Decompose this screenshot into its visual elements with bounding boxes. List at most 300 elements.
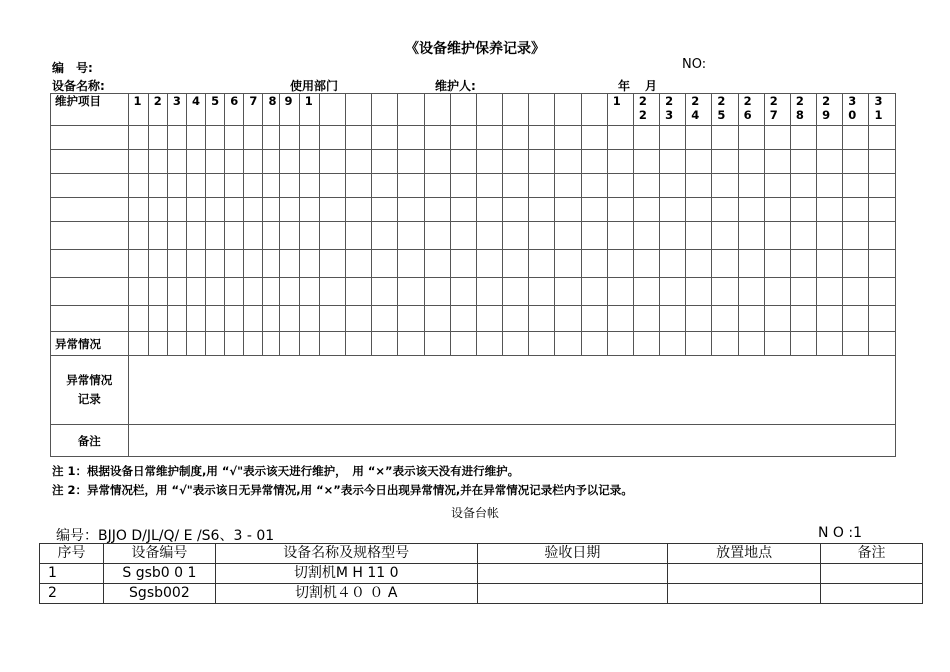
- maintenance-cell: [476, 150, 502, 174]
- maintenance-cell: [225, 278, 244, 306]
- maintenance-cell: [279, 278, 299, 306]
- day-header-cell: [503, 94, 529, 126]
- maintenance-cell: [424, 222, 450, 250]
- ledger-cell: [668, 584, 821, 604]
- maintenance-cell: [148, 250, 167, 278]
- maintenance-cell: [128, 198, 148, 222]
- ledger-cell: [821, 564, 923, 584]
- maintenance-cell: [319, 174, 345, 198]
- abnormal-cell: [660, 332, 686, 356]
- maintenance-cell: [398, 198, 424, 222]
- maintenance-cell: [738, 278, 764, 306]
- maintenance-cell: [167, 174, 186, 198]
- maintenance-cell: [372, 150, 398, 174]
- maintenance-cell: [529, 278, 555, 306]
- maintenance-cell: [346, 126, 372, 150]
- maintenance-cell: [869, 126, 896, 150]
- maintenance-cell: [148, 126, 167, 150]
- abnormal-cell: [299, 332, 319, 356]
- maintenance-cell: [712, 278, 738, 306]
- department-label: 使用部门: [290, 79, 339, 93]
- day-header-cell: 2 6: [738, 94, 764, 126]
- note-2: 注 2：异常情况栏，用 “√"表示该日无异常情况,用 “×”表示今日出现异常情况,并在异常情况记录栏内予以记录。: [52, 483, 633, 497]
- maintenance-cell: [186, 198, 205, 222]
- maintenance-cell: [555, 126, 581, 150]
- day-header-cell: [581, 94, 607, 126]
- maintenance-cell: [398, 306, 424, 332]
- maintenance-cell: [712, 222, 738, 250]
- maintenance-cell: [660, 174, 686, 198]
- maintenance-cell: [424, 174, 450, 198]
- maintenance-cell: [790, 174, 816, 198]
- maintenance-cell: [607, 150, 633, 174]
- abnormal-cell: [225, 332, 244, 356]
- ledger-cell: 1: [40, 564, 104, 584]
- maintenance-cell: [206, 198, 225, 222]
- maintenance-cell: [607, 126, 633, 150]
- abnormal-cell: [148, 332, 167, 356]
- maintenance-cell: [263, 278, 279, 306]
- maintenance-cell: [633, 198, 659, 222]
- maintenance-cell: [279, 198, 299, 222]
- maintenance-cell: [206, 174, 225, 198]
- maintenance-cell: [244, 250, 263, 278]
- maintenance-cell: [869, 306, 896, 332]
- maintenance-item-row: [51, 174, 896, 198]
- maintenance-cell: [764, 174, 790, 198]
- ledger-header-cell: 备注: [821, 544, 923, 564]
- maintenance-cell: [738, 306, 764, 332]
- ledger-no: N O :1: [818, 525, 863, 541]
- ledger-row: [40, 564, 923, 584]
- maintenance-cell: [148, 174, 167, 198]
- year-label: 年: [618, 79, 631, 93]
- ledger-cell: [668, 564, 821, 584]
- maintenance-cell: [738, 250, 764, 278]
- maintenance-cell: [503, 306, 529, 332]
- maintenance-item-row: [51, 150, 896, 174]
- maintenance-cell: [244, 222, 263, 250]
- maintenance-cell: [607, 306, 633, 332]
- maintenance-cell: [346, 278, 372, 306]
- maintenance-cell: [263, 250, 279, 278]
- maintenance-cell: [476, 306, 502, 332]
- abnormal-cell: [843, 332, 869, 356]
- abnormal-cell: [817, 332, 843, 356]
- maintenance-cell: [51, 250, 129, 278]
- maintenance-cell: [790, 198, 816, 222]
- maintenance-cell: [450, 126, 476, 150]
- day-header-cell: 1: [607, 94, 633, 126]
- maintenance-cell: [869, 250, 896, 278]
- maintenance-cell: [869, 150, 896, 174]
- maintenance-cell: [299, 126, 319, 150]
- maintenance-cell: [244, 126, 263, 150]
- month-label: 月: [645, 79, 658, 93]
- maintenance-cell: [299, 306, 319, 332]
- maintenance-cell: [319, 126, 345, 150]
- abnormal-cell: [869, 332, 896, 356]
- maintenance-cell: [686, 222, 712, 250]
- maintenance-cell: [581, 250, 607, 278]
- maintenance-cell: [660, 150, 686, 174]
- maintenance-cell: [712, 126, 738, 150]
- maintenance-cell: [372, 198, 398, 222]
- maintenance-cell: [398, 150, 424, 174]
- maintenance-cell: [450, 306, 476, 332]
- maintenance-cell: [51, 150, 129, 174]
- maintenance-cell: [225, 126, 244, 150]
- ledger-cell: [477, 564, 668, 584]
- maintenance-cell: [738, 198, 764, 222]
- remarks-label: 备注: [51, 425, 129, 457]
- maintenance-cell: [450, 198, 476, 222]
- form-title: 《设备维护保养记录》: [405, 41, 545, 57]
- maintenance-cell: [206, 150, 225, 174]
- maintenance-cell: [633, 174, 659, 198]
- maintenance-cell: [398, 250, 424, 278]
- maintenance-cell: [555, 222, 581, 250]
- maintenance-cell: [817, 222, 843, 250]
- number-label: 编 号:: [52, 61, 93, 75]
- maintenance-cell: [764, 198, 790, 222]
- maintenance-cell: [817, 126, 843, 150]
- maintenance-cell: [686, 198, 712, 222]
- maintenance-item-row: [51, 126, 896, 150]
- maintenance-cell: [128, 150, 148, 174]
- maintenance-cell: [764, 150, 790, 174]
- day-header-cell: 6: [225, 94, 244, 126]
- maintenance-cell: [186, 174, 205, 198]
- maintenance-cell: [660, 306, 686, 332]
- maintenance-cell: [299, 278, 319, 306]
- maintenance-cell: [529, 306, 555, 332]
- day-header-cell: [529, 94, 555, 126]
- maintenance-cell: [503, 126, 529, 150]
- maintenance-cell: [843, 198, 869, 222]
- abnormal-cell: [263, 332, 279, 356]
- maintenance-cell: [476, 278, 502, 306]
- maintenance-cell: [319, 306, 345, 332]
- maintenance-cell: [186, 126, 205, 150]
- maintenance-cell: [764, 250, 790, 278]
- maintenance-cell: [555, 306, 581, 332]
- maintenance-cell: [503, 222, 529, 250]
- maintenance-cell: [128, 278, 148, 306]
- abnormal-cell: [186, 332, 205, 356]
- ledger-row: [40, 584, 923, 604]
- ledger-cell: [477, 584, 668, 604]
- abnormal-cell: [398, 332, 424, 356]
- maintenance-cell: [581, 174, 607, 198]
- abnormal-cell: [128, 332, 148, 356]
- maintenance-cell: [148, 198, 167, 222]
- maintenance-cell: [660, 222, 686, 250]
- maintenance-cell: [372, 222, 398, 250]
- maintenance-cell: [555, 174, 581, 198]
- maintenance-cell: [372, 250, 398, 278]
- maintenance-cell: [738, 174, 764, 198]
- maintenance-cell: [346, 174, 372, 198]
- maintenance-cell: [372, 306, 398, 332]
- day-header-cell: 7: [244, 94, 263, 126]
- maintenance-cell: [424, 278, 450, 306]
- maintenance-cell: [764, 278, 790, 306]
- abnormal-row-label: 异常情况: [51, 332, 129, 356]
- maintenance-cell: [450, 250, 476, 278]
- maintenance-cell: [712, 150, 738, 174]
- maintenance-cell: [372, 126, 398, 150]
- maintenance-cell: [372, 174, 398, 198]
- maintenance-cell: [186, 306, 205, 332]
- maintenance-cell: [476, 222, 502, 250]
- maintenance-cell: [712, 306, 738, 332]
- maintenance-cell: [660, 250, 686, 278]
- maintenance-cell: [372, 278, 398, 306]
- maintenance-cell: [450, 150, 476, 174]
- maintenance-cell: [167, 198, 186, 222]
- abnormal-record-row: [51, 356, 896, 425]
- maintenance-cell: [581, 306, 607, 332]
- day-header-cell: 3 0: [843, 94, 869, 126]
- day-header-cell: 2 7: [764, 94, 790, 126]
- abnormal-cell: [555, 332, 581, 356]
- maintenance-cell: [186, 250, 205, 278]
- maintenance-cell: [398, 126, 424, 150]
- maintenance-cell: [686, 250, 712, 278]
- maintenance-cell: [869, 278, 896, 306]
- abnormal-cell: [607, 332, 633, 356]
- abnormal-cell: [167, 332, 186, 356]
- maintenance-cell: [633, 306, 659, 332]
- day-header-cell: 2 5: [712, 94, 738, 126]
- maintenance-cell: [843, 174, 869, 198]
- maintenance-cell: [128, 222, 148, 250]
- maintenance-cell: [607, 222, 633, 250]
- day-header-cell: 2 9: [817, 94, 843, 126]
- maintenance-cell: [476, 250, 502, 278]
- maintenance-cell: [51, 306, 129, 332]
- day-header-cell: 3: [167, 94, 186, 126]
- maintenance-cell: [225, 174, 244, 198]
- day-header-cell: [555, 94, 581, 126]
- abnormal-cell: [712, 332, 738, 356]
- maintenance-cell: [167, 306, 186, 332]
- day-header-cell: 1: [299, 94, 319, 126]
- ledger-header-cell: 序号: [40, 544, 104, 564]
- ledger-cell: 切割机M H 11 0: [215, 564, 477, 584]
- abnormal-row: [51, 332, 896, 356]
- maintenance-item-row: [51, 222, 896, 250]
- abnormal-record-area: [128, 356, 895, 425]
- note-1: 注 1：根据设备日常维护制度,用 “√"表示该天进行维护， 用 “×”表示该天没有进行维护。: [52, 464, 520, 478]
- maintenance-cell: [128, 174, 148, 198]
- maintenance-cell: [843, 222, 869, 250]
- maintenance-cell: [764, 126, 790, 150]
- maintenance-cell: [319, 150, 345, 174]
- day-header-cell: 9: [279, 94, 299, 126]
- abnormal-cell: [581, 332, 607, 356]
- day-header-cell: 2 2: [633, 94, 659, 126]
- maintenance-cell: [633, 250, 659, 278]
- maintenance-cell: [279, 250, 299, 278]
- no-label: NO:: [682, 57, 707, 72]
- maintenance-cell: [167, 126, 186, 150]
- maintenance-cell: [686, 306, 712, 332]
- maintenance-header-row: [51, 94, 896, 126]
- abnormal-cell: [424, 332, 450, 356]
- maintenance-cell: [225, 306, 244, 332]
- maintenance-cell: [790, 250, 816, 278]
- maintenance-cell: [128, 306, 148, 332]
- maintenance-cell: [581, 126, 607, 150]
- day-header-cell: 8: [263, 94, 279, 126]
- maintenance-cell: [51, 174, 129, 198]
- abnormal-cell: [476, 332, 502, 356]
- ledger-header-cell: 设备名称及规格型号: [215, 544, 477, 564]
- maintenance-cell: [244, 306, 263, 332]
- maintenance-cell: [450, 278, 476, 306]
- day-header-cell: 1: [128, 94, 148, 126]
- maintenance-cell: [263, 150, 279, 174]
- maintenance-cell: [319, 278, 345, 306]
- maintenance-cell: [319, 250, 345, 278]
- maintenance-item-row: [51, 250, 896, 278]
- maintenance-cell: [398, 174, 424, 198]
- day-header-cell: 5: [206, 94, 225, 126]
- maintenance-item-row: [51, 278, 896, 306]
- maintenance-cell: [633, 126, 659, 150]
- maintenance-cell: [346, 198, 372, 222]
- maintenance-cell: [299, 150, 319, 174]
- maintenance-cell: [686, 150, 712, 174]
- maintenance-cell: [279, 150, 299, 174]
- maintenance-cell: [225, 150, 244, 174]
- maintenance-cell: [424, 250, 450, 278]
- maintenance-cell: [817, 278, 843, 306]
- maintenance-cell: [206, 222, 225, 250]
- maintenance-cell: [607, 174, 633, 198]
- maintenance-cell: [476, 198, 502, 222]
- abnormal-cell: [206, 332, 225, 356]
- abnormal-cell: [319, 332, 345, 356]
- day-header-cell: [319, 94, 345, 126]
- maintenance-cell: [817, 250, 843, 278]
- maintenance-cell: [167, 250, 186, 278]
- maintenance-cell: [424, 306, 450, 332]
- maintenance-cell: [817, 174, 843, 198]
- day-header-cell: 2: [148, 94, 167, 126]
- maintenance-cell: [555, 150, 581, 174]
- maintenance-cell: [346, 222, 372, 250]
- maintenance-cell: [633, 222, 659, 250]
- maintenance-cell: [476, 174, 502, 198]
- maintenance-cell: [206, 278, 225, 306]
- ledger-header-cell: 设备编号: [103, 544, 215, 564]
- maintenance-cell: [817, 306, 843, 332]
- day-header-cell: 2 4: [686, 94, 712, 126]
- abnormal-record-label: 异常情况 记录: [51, 356, 129, 425]
- maintenance-cell: [206, 126, 225, 150]
- maintenance-cell: [279, 126, 299, 150]
- maintenance-cell: [186, 150, 205, 174]
- maintenance-cell: [186, 278, 205, 306]
- item-header-cell: 维护项目: [51, 94, 129, 126]
- maintenance-cell: [398, 278, 424, 306]
- maintenance-cell: [167, 278, 186, 306]
- ledger-cell: S gsb0 0 1: [103, 564, 215, 584]
- maintenance-cell: [503, 174, 529, 198]
- maintenance-cell: [529, 198, 555, 222]
- maintenance-cell: [503, 278, 529, 306]
- maintenance-cell: [503, 198, 529, 222]
- ledger-cell: 2: [40, 584, 104, 604]
- maintenance-cell: [476, 126, 502, 150]
- maintenance-cell: [529, 222, 555, 250]
- maintenance-cell: [712, 174, 738, 198]
- maintenance-cell: [148, 222, 167, 250]
- day-header-cell: [476, 94, 502, 126]
- maintenance-cell: [555, 198, 581, 222]
- maintenance-cell: [167, 222, 186, 250]
- ledger-header-cell: 放置地点: [668, 544, 821, 564]
- maintenance-cell: [299, 222, 319, 250]
- day-header-cell: [424, 94, 450, 126]
- maintainer-label: 维护人:: [435, 79, 476, 93]
- maintenance-cell: [529, 126, 555, 150]
- maintenance-cell: [633, 150, 659, 174]
- maintenance-cell: [51, 278, 129, 306]
- maintenance-cell: [581, 278, 607, 306]
- abnormal-cell: [503, 332, 529, 356]
- ledger-number: 编号：BJJO D/JL/Q/ E /S6、3 - 01: [56, 528, 275, 544]
- maintenance-cell: [263, 198, 279, 222]
- maintenance-cell: [148, 150, 167, 174]
- maintenance-cell: [263, 174, 279, 198]
- maintenance-cell: [206, 306, 225, 332]
- maintenance-cell: [607, 250, 633, 278]
- day-header-cell: [346, 94, 372, 126]
- maintenance-cell: [319, 222, 345, 250]
- maintenance-cell: [263, 306, 279, 332]
- day-header-cell: 4: [186, 94, 205, 126]
- maintenance-cell: [555, 278, 581, 306]
- maintenance-cell: [869, 222, 896, 250]
- maintenance-cell: [279, 222, 299, 250]
- maintenance-cell: [51, 126, 129, 150]
- abnormal-cell: [790, 332, 816, 356]
- maintenance-cell: [346, 150, 372, 174]
- abnormal-cell: [529, 332, 555, 356]
- maintenance-cell: [843, 306, 869, 332]
- maintenance-cell: [225, 250, 244, 278]
- maintenance-cell: [581, 198, 607, 222]
- maintenance-cell: [660, 198, 686, 222]
- maintenance-cell: [279, 174, 299, 198]
- maintenance-cell: [555, 250, 581, 278]
- day-header-cell: 2 8: [790, 94, 816, 126]
- maintenance-cell: [244, 198, 263, 222]
- maintenance-cell: [424, 198, 450, 222]
- maintenance-cell: [764, 306, 790, 332]
- maintenance-cell: [503, 150, 529, 174]
- maintenance-cell: [660, 278, 686, 306]
- maintenance-cell: [186, 222, 205, 250]
- maintenance-cell: [398, 222, 424, 250]
- maintenance-cell: [299, 198, 319, 222]
- maintenance-cell: [790, 126, 816, 150]
- maintenance-cell: [279, 306, 299, 332]
